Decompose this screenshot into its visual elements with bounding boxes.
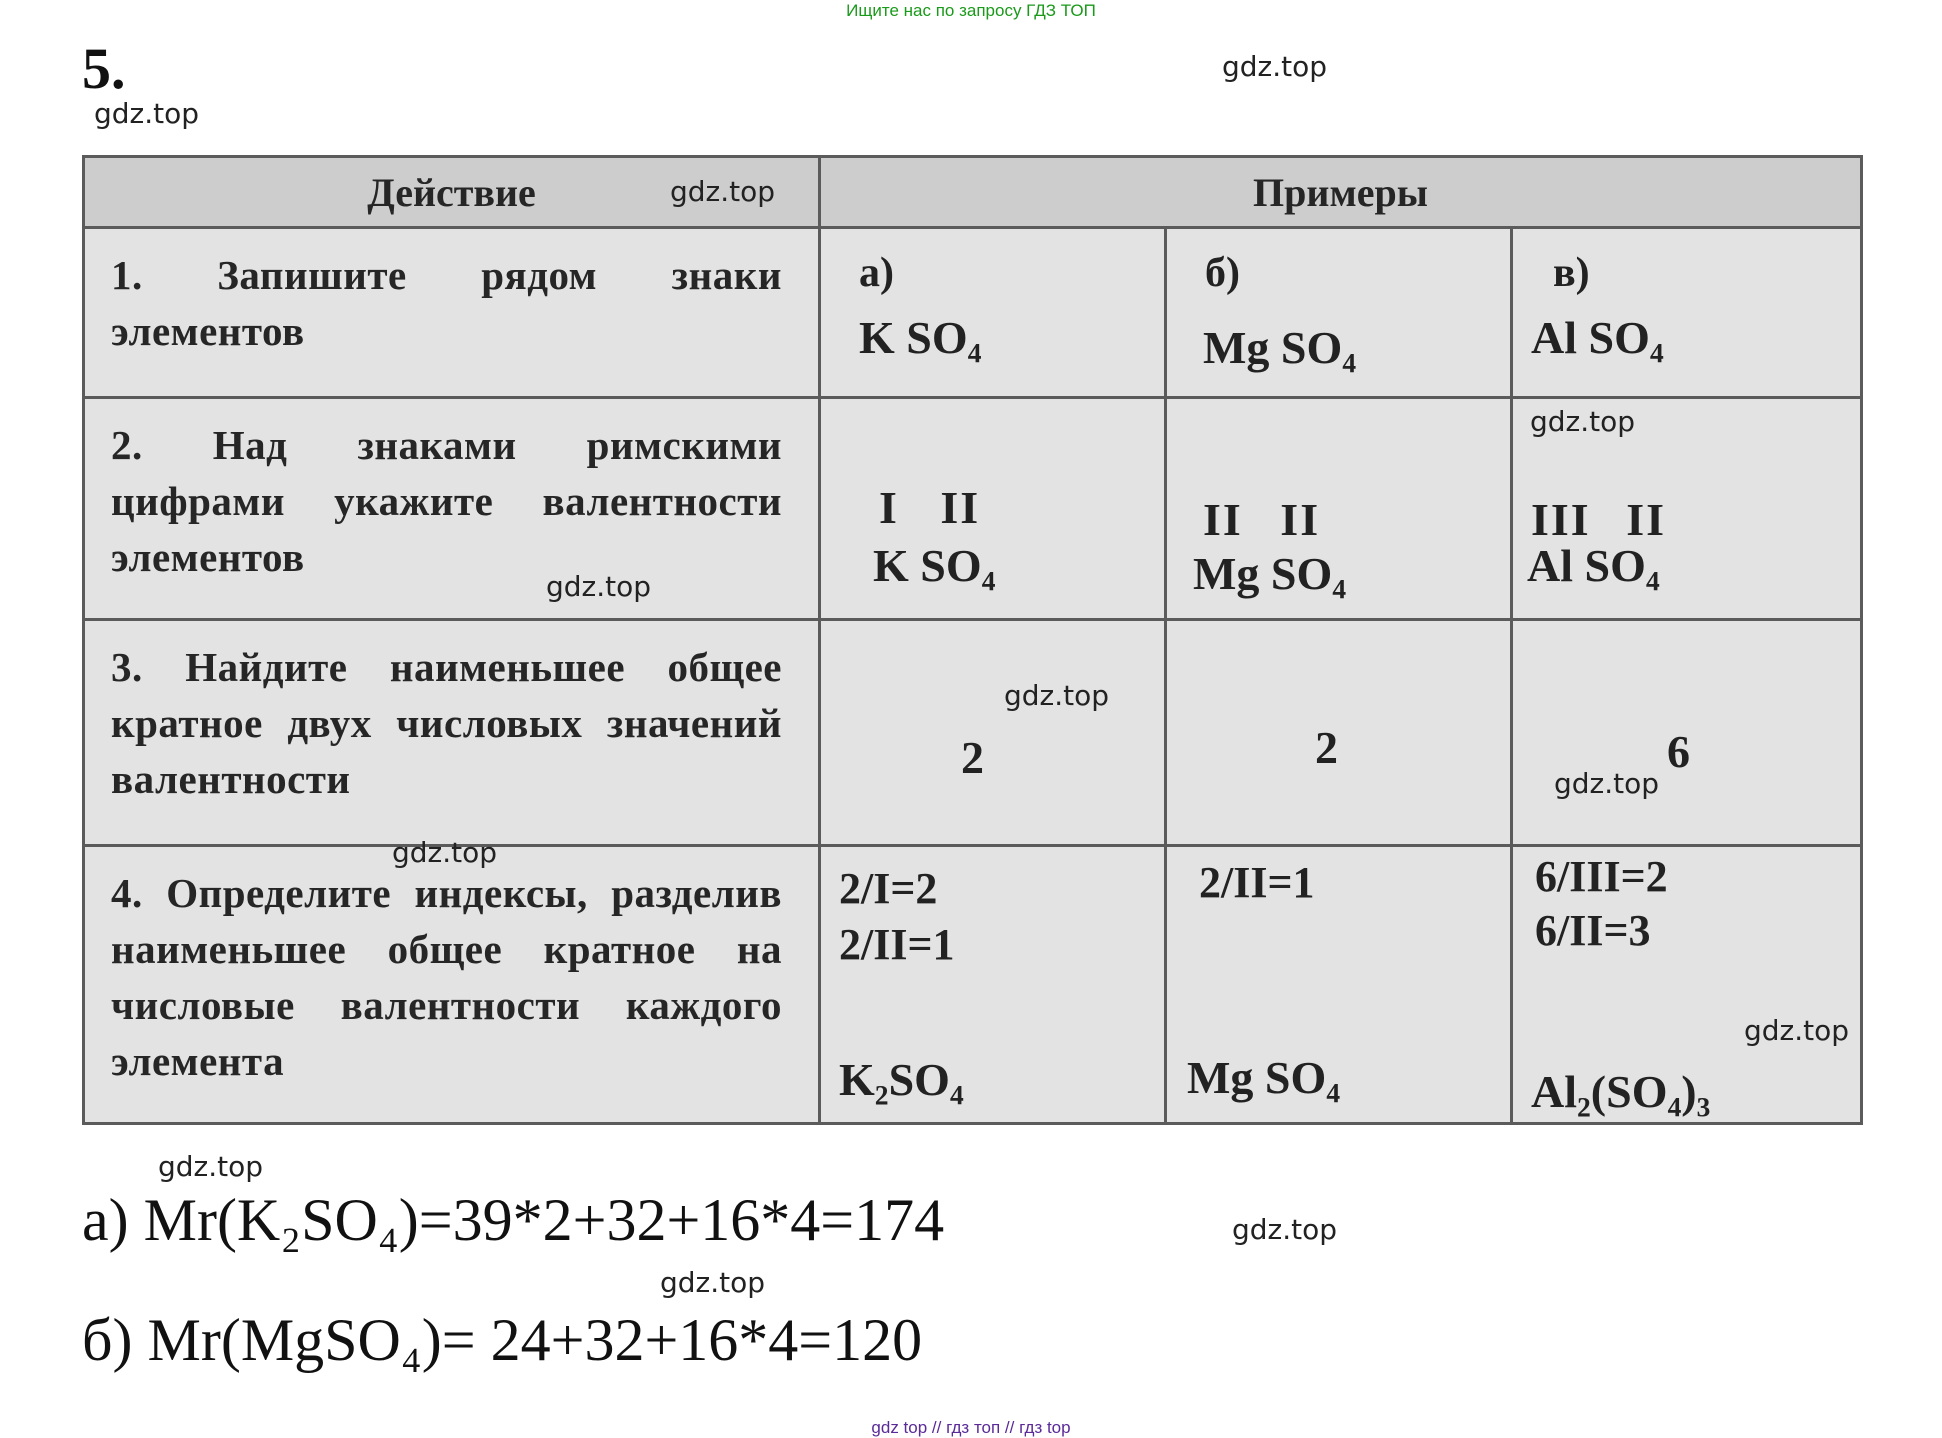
example-label: а) bbox=[859, 250, 894, 296]
table-header-row bbox=[84, 157, 1862, 228]
formula: Mg SO₄ bbox=[1193, 548, 1347, 599]
formula: Al SO₄ bbox=[1527, 540, 1660, 591]
bottom-links[interactable]: gdz top // гдз топ // гдз top bbox=[871, 1418, 1071, 1437]
example-b-cell bbox=[1166, 846, 1512, 1124]
valence-numerals: I II bbox=[879, 482, 981, 533]
valence-numerals: II II bbox=[1203, 494, 1321, 545]
equation-formula: K₂SO₄ bbox=[236, 1187, 399, 1253]
header-examples: Примеры bbox=[820, 157, 1862, 228]
example-b-cell bbox=[1166, 398, 1512, 620]
formula: K SO₄ bbox=[859, 312, 982, 363]
watermark: gdz.top bbox=[1222, 50, 1328, 83]
equation-formula: MgSO₄ bbox=[240, 1307, 422, 1373]
action-step-2: 2. Над знаками римскими цифрами укажите валентности элементов bbox=[84, 398, 820, 620]
lcm-value: 2 bbox=[1315, 722, 1338, 773]
equation-a bbox=[82, 1186, 944, 1255]
example-c-cell bbox=[1512, 846, 1862, 1124]
table-row bbox=[84, 228, 1862, 398]
formula: Al SO₄ bbox=[1531, 312, 1664, 363]
action-step-1: 1. Запишите рядом знаки элементов bbox=[84, 228, 820, 398]
watermark: gdz.top bbox=[660, 1266, 766, 1299]
example-a-cell bbox=[820, 398, 1166, 620]
formula: K SO₄ bbox=[873, 540, 996, 591]
final-formula: Mg SO₄ bbox=[1187, 1052, 1341, 1103]
equation-label: б) Mr( bbox=[82, 1307, 241, 1373]
example-c-cell bbox=[1512, 228, 1862, 398]
table-row bbox=[84, 846, 1862, 1124]
watermark: gdz.top bbox=[1004, 679, 1110, 712]
example-a-cell bbox=[820, 228, 1166, 398]
watermark: gdz.top bbox=[158, 1150, 264, 1183]
example-label: б) bbox=[1205, 250, 1240, 296]
example-c-cell bbox=[1512, 620, 1862, 846]
equation-result: )= 24+32+16*4=120 bbox=[421, 1307, 923, 1373]
lcm-value: 2 bbox=[961, 732, 984, 783]
equation-label: а) Mr( bbox=[82, 1187, 237, 1253]
table-row bbox=[84, 620, 1862, 846]
header-action: Действие bbox=[84, 157, 820, 228]
equation-result: )=39*2+32+16*4=174 bbox=[398, 1187, 945, 1253]
valence-numerals: III II bbox=[1531, 494, 1667, 545]
example-b-cell bbox=[1166, 228, 1512, 398]
formula: Mg SO₄ bbox=[1203, 322, 1357, 373]
action-step-3: 3. Найдите наименьшее общее кратное двух числовых значений валентности bbox=[84, 620, 820, 846]
final-formula: Al₂(SO₄)₃ bbox=[1531, 1066, 1711, 1117]
index-calc: 2/II=1 bbox=[839, 920, 955, 969]
example-a-cell bbox=[820, 846, 1166, 1124]
index-calc: 2/II=1 bbox=[1199, 858, 1315, 907]
watermark: gdz.top bbox=[94, 97, 200, 130]
watermark: gdz.top bbox=[392, 836, 498, 869]
index-calc: 6/II=3 bbox=[1535, 906, 1651, 955]
lcm-value: 6 bbox=[1667, 726, 1690, 777]
example-label: в) bbox=[1553, 250, 1590, 296]
example-b-cell bbox=[1166, 620, 1512, 846]
index-calc: 2/I=2 bbox=[839, 864, 938, 913]
example-a-cell bbox=[820, 620, 1166, 846]
watermark: gdz.top bbox=[1744, 1014, 1850, 1047]
index-calc: 6/III=2 bbox=[1535, 852, 1668, 901]
task-number: 5. bbox=[82, 36, 126, 101]
equation-b bbox=[82, 1306, 922, 1375]
watermark: gdz.top bbox=[1554, 767, 1660, 800]
watermark: gdz.top bbox=[546, 570, 652, 603]
final-formula: K₂SO₄ bbox=[839, 1054, 964, 1105]
watermark: gdz.top bbox=[670, 175, 776, 208]
valence-table bbox=[82, 155, 1863, 1125]
top-banner[interactable]: Ищите нас по запросу ГДЗ ТОП bbox=[846, 1, 1096, 20]
watermark: gdz.top bbox=[1232, 1213, 1338, 1246]
action-step-4: 4. Определите индексы, разделив наименьшее общее кратное на числовые валентности каждого элемента bbox=[84, 846, 820, 1124]
watermark: gdz.top bbox=[1530, 405, 1636, 438]
